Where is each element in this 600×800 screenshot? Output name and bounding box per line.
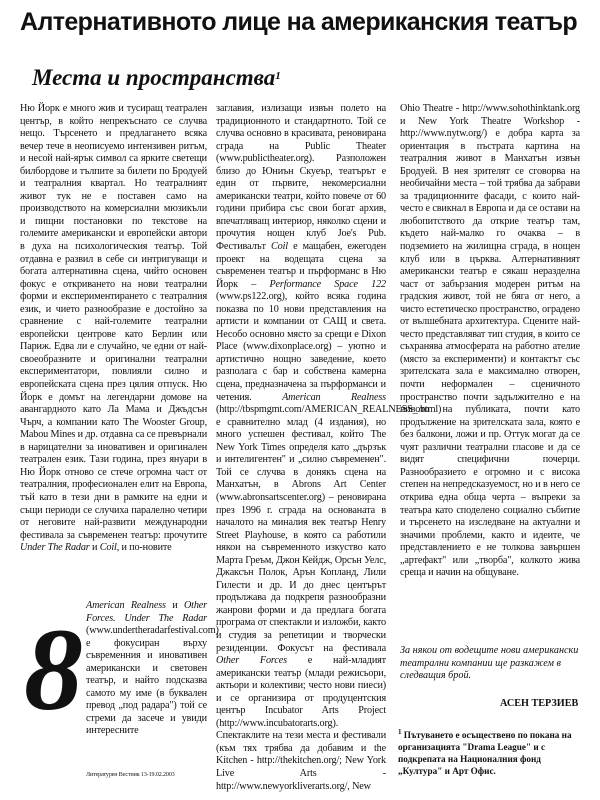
column-1b-text: American Realness и Other Forces. Under The Radar (www.undertheradarfestival.com) е фокусиран върху съвременния и иновативен американски и световен театър, и найто подсказва самото му име (в буквален превод „под радара") той се стреми да засече и увиди интересните	[86, 600, 219, 737]
page-number: 8	[24, 604, 83, 735]
article-title: Алтернативното лице на американския театър	[20, 8, 578, 36]
column-2-text: заглавия, излизащи извън полето на традиционното и стандартното. Той се случва основно в красивата, реновирана сграда на Public Theater (www.publictheater.org). Разположен близо до Юниън Скуеър, театърът е един от първите, некомерсиални американски театри, който повече от 60 години прибира със свои богат архив, впечатляващ интериор, няколко сцени и прочутия нощен клуб Joe's Pub. Фестивалът Coil е мащабен, ежегоден проект на водещата сцена за съвременен театър и пърформанс в Ню Йорк – Performance Space 122 (www.ps122.org), който всяка година показва по 10 нови представления на артисти и компании от САЩ и света. Несобо основно място за срещи е Dixon Place (www.dixonplace.org) – уютно и артистично нощно заведение, което разполага с бар и собствена камерна сцена, предназначена за пърформанси и четения. American Realness (http://tbspmgmt.com/AMERICAN_REALNESS_.html) е сравнително млад (4 издания), но много успешен фестивал, който The New York Times определя като „дързък и интелигентен" и „силно съвременен". Той се случва в донякъ сцена на Манхатън, в Abrons Art Center (www.abronsartscenter.org) – реновирана през 1996 г. сграда на основаната в началото на миналия век театър Henry Street Playhouse, в която са работили някои на съвременното изкуство като Марта Греъм, Джон Кейдж, Орсън Уелс, Джаксън Полок, Арън Копланд, Лили Гилести и др. И до днес центърът продължава да подкрепя разнообразни жанрови форми и да предлага богата програма от спектакли и изложби, както и студия за репетиции и творчески резиденции. Фокусът на фестивала Other Forces е най-младият американски театър (млади режисьори, актьори и колективи; често нови пиеси) и се организира от продуцентския център Incubator Arts Project (http://www.incubatorarts.org). Спектаклите на тези места и фестивали (към тях трябва да добавим и the Kitchen - http://thekitchen.org/; New York Live Arts - http://www.newyorkliverarts.org/, New	[216, 103, 442, 792]
author-name: АСЕН ТЕРЗИЕВ	[500, 698, 579, 709]
article-column-3	[400, 103, 580, 580]
closing-note: За някои от водещите нови американски театрални компании ще разкажем в следващия брой.	[400, 645, 579, 682]
footer-credit: Литературен Вестник 13-19.02.2003	[86, 772, 175, 778]
footnote: $^1$ Пътуването е осъществено по покана на организацията "Drama League" и с подкрепата на Националния фонд „Култура" и Арт Офис.	[398, 728, 572, 777]
article-column-2	[216, 103, 442, 793]
column-1-text: Ню Йорк е много жив и тусиращ театрален център, в който непрекъснато се случва нещо. Търсенето и предлагането всяка вечер тече в неописуемо интензивен ритъм, и несой най-ярък символ са ярките светещи билбордове и тълпите за билети по Бродуей и театралния квартал. Но театралният живот тук не е поставен само на производството на комерсиални мюзикъли и пищни постановки по текстове на големите американски и европейски автори в духа на психологическия театър. Той отдавна е развил в себе си интригуващи и богата алтернативна сцена, чийто основен фокус е откриването на нови театрални форми и експериментирането с театралния език, и чието разнообразие е достойно за сравнение с най-големите театрални европейски центрове като Берлин или Париж. Едва ли е случайно, че едни от най-своеобразните и оригинални театрални експериментатори, повлияли силно и европейската сцена през цялия отпуск. Ню Йорк е домът на легендарни домове на авангардното като Ла Мама и Джъдсън Чърч, а компании като The Wooster Group, Mabou Mines и др. отдавна са се превърнали в нарицателни за иновативен и оригинален театрален език. Тази година, през януари в Ню Йорк отново се стече огромна част от театралния, професионален елит на Европа, тъй като в тези дни в рамките на едни и същи периоди се случиха паралелно четири от неговите най-развити международни фестивала за съвременен театър: прочутите Under The Radar и Coil, и по-новите	[20, 103, 207, 554]
footnote-marker: 1	[275, 70, 281, 82]
column-3-text: Ohio Theatre - http://www.sohothinktank.org и New York Theatre Workshop - http://www.nytw.org/) е добра карта за ориентация в пъстрата картина на театралния живот в Манхатън извън Бродуей. В нея зрителят се сговорва на необичайни места – той трябва да забрави за традиционните фасади, с които най-често е свикнал в Европа и да се остави на любопитството да открие театър там, където най-малко го очаква – в подземието на жилищна сграда, в нощен клуб или в църква. Алтернативният американски театър е сякаш неразделна част от забързания модерен ритъм на градския живот, той не бяга от него, а чисто естетическо пространство, оградено от вълшебната архитектура. Сцените най-често представляват тип студия, в които се съхранява атмосферата на работно ателие (място за експерименти) и контактът със зрителската зала е максимално отворен, почти неформален – сценичното пространство почти задължително е на нивото на публиката, почти като продължение на зрителската зала, която е без балкони, ложи и пр. Оттук могат да се чуят различни театрални гласове и да се видят специфични почерци. Разнообразието е огромно и с висока степен на непредсказуемост, но и в него се открива една обща черта – въпреки за театъра като споделено социално събитие и търсенето на изследване на актуални и значими проблеми, както и идеите, че представлението е не толкова завършен „артефакт" или „творба", колкото жива среща и начин на общуване.	[400, 103, 580, 579]
article-column-1-continuation	[86, 600, 219, 738]
article-subtitle: Места и пространства$^1$	[32, 65, 281, 90]
article-column-1	[20, 103, 207, 555]
